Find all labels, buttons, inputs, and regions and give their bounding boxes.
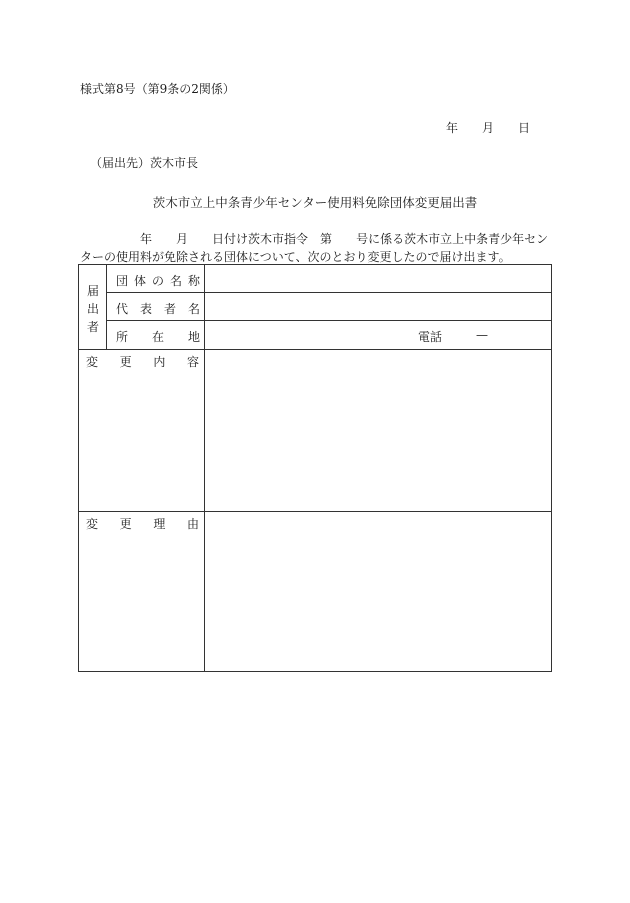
applicant-label-char: 者 [86,320,99,334]
body-date-text: 日付け茨木市指令 [212,232,309,246]
body-number-prefix: 第 [320,232,333,246]
applicant-label-char: 届 [86,284,99,298]
table-divider-row-1 [106,292,551,293]
body-month: 月 [176,232,189,246]
change-content-label: 変 更 内 容 [86,355,199,369]
table-divider-vertical-main [204,265,205,671]
applicant-label-char: 出 [86,302,99,316]
table-divider-vertical-applicant [106,265,107,349]
change-reason-label: 変 更 理 由 [86,517,199,531]
body-line-2: ターの使用料が免除される団体について、次のとおり変更したので届け出ます。 [80,250,511,264]
org-name-field[interactable] [206,267,549,291]
form-table [78,264,552,672]
change-content-field[interactable] [206,351,549,509]
table-divider-row-3 [79,349,551,350]
phone-label: 電話 [418,330,443,344]
body-number-suffix: 号に係る茨木市立上中条青少年セン [356,232,549,246]
body-year: 年 [140,232,153,246]
applicant-label [86,282,100,336]
address-field[interactable] [206,322,549,348]
representative-label: 代 表 者 名 [116,302,200,316]
document-title: 茨木市立上中条青少年センター使用料免除団体変更届出書 [152,195,478,210]
body-line-1 [80,230,548,247]
representative-field[interactable] [206,294,549,319]
date-line [446,119,530,136]
org-name-label: 団 体 の 名 称 [116,274,200,288]
form-number: 様式第8号（第9条の2関係） [80,82,235,96]
address-label: 所 在 地 [116,330,200,344]
phone-dash: — [476,328,488,342]
date-year: 年 [446,121,459,135]
addressee: （届出先）茨木市長 [90,156,199,170]
table-divider-row-2 [106,320,551,321]
date-day: 日 [518,121,531,135]
table-divider-row-4 [79,511,551,512]
change-reason-field[interactable] [206,513,549,669]
date-month: 月 [482,121,495,135]
